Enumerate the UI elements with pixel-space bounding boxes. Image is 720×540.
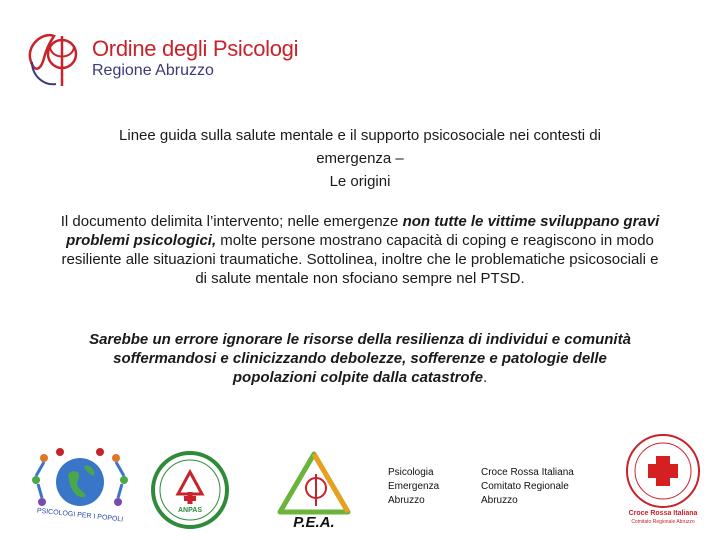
psi-symbol-icon [22,28,86,90]
psicologia-line-3: Abruzzo [388,495,425,506]
resilience-quote [70,330,650,387]
anpas-label: ANPAS [178,507,202,514]
title-line-3: Le origini [329,173,391,190]
anpas-logo [150,450,230,530]
slide-title [50,124,670,193]
pea-logo [272,448,356,534]
pea-triangle-icon [272,448,356,518]
body-part-1: Il documento delimita l’intervento; nelle emergenze [60,213,403,230]
psicologi-per-i-popoli-label: PSICOLOGI PER I POPOLI [36,507,124,524]
title-line-2: emergenza – [316,150,404,167]
croce-rossa-line-3: Abruzzo [481,495,518,506]
cri-logo-sublabel: Comitato Regionale Abruzzo [631,519,695,525]
cri-logo-label: Croce Rossa Italiana [628,510,698,517]
body-emphasis: non tutte le vittime sviluppano gravi problemi psicologici, [66,213,660,249]
croce-rossa-line-2: Comitato Regionale [481,481,569,492]
psicologia-line-2: Emergenza [388,481,440,492]
croce-rossa-logo [618,432,708,530]
anpas-seal-icon [150,450,230,530]
croce-rossa-text [481,466,574,508]
pea-label: P.E.A. [293,514,335,531]
body-paragraph [55,212,665,288]
header-logo [22,28,302,88]
psicologia-line-1: Psicologia [388,467,434,478]
title-line-1: Linee guida sulla salute mentale e il supporto psicosociale nei contesti di [119,127,601,144]
psicologia-emergenza-text [388,466,439,508]
quote-text: Sarebbe un errore ignorare le risorse della resilienza di individui e comunità soffermandosi e clinicizzando debolezze, sofferenze e patologie delle popolazioni colpite dalla catastrofe [89,331,631,386]
quote-end: . [482,369,488,386]
croce-rossa-line-1: Croce Rossa Italiana [481,467,574,478]
org-name: Ordine degli Psicologi [92,36,299,61]
body-part-2: molte persone mostrano capacità di coping e reagiscono in modo resiliente alle situazioni traumatiche. Sottolinea, inoltre che le problematiche psicosociali e di salute mentale non sfociano sempre nel PTSD. [61,232,659,287]
red-cross-seal-icon [618,432,708,510]
org-region: Regione Abruzzo [92,62,214,79]
psicologi-per-i-popoli-logo [24,444,136,534]
